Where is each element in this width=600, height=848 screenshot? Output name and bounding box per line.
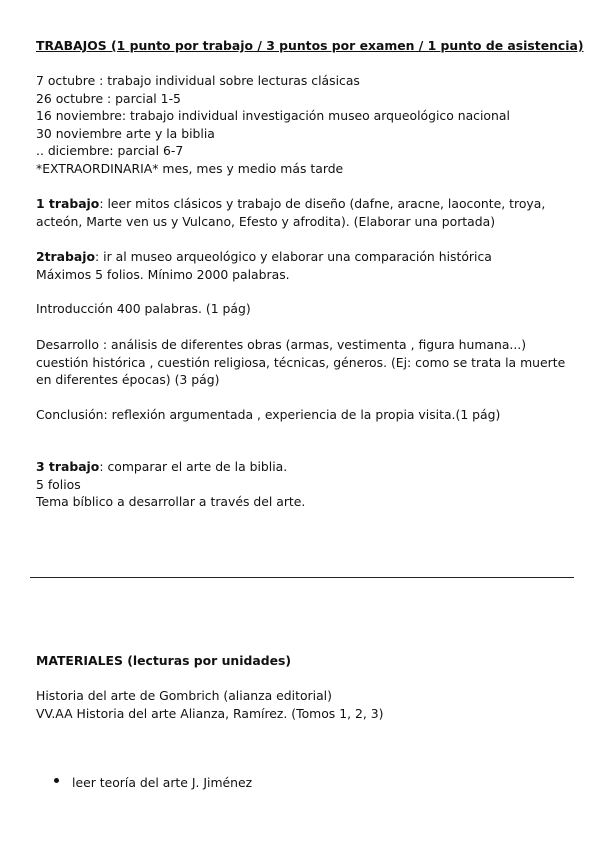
trabajo-3-folios: 5 folios: [36, 476, 81, 492]
trabajo-2-desarrollo: Desarrollo : análisis de diferentes obras (armas, vestimenta , figura humana...) cuestión histórica , cuestión religiosa, técnicas, géneros. (Ej: como se trata la muerte en diferentes épocas) (3 pág): [36, 337, 566, 388]
trabajo-3-tema: Tema bíblico a desarrollar a través del arte.: [36, 494, 306, 510]
trabajo-1-paragraph: [36, 195, 566, 230]
schedule-line: 16 noviembre: trabajo individual investigación museo arqueológico nacional: [36, 108, 510, 124]
trabajo-2-paragraph: [36, 248, 566, 283]
schedule-line: 7 octubre : trabajo individual sobre lecturas clásicas: [36, 73, 360, 88]
trabajo-2-intro: Introducción 400 palabras. (1 pág): [36, 301, 251, 316]
trabajo-1-label: 1 trabajo: [36, 196, 100, 211]
trabajo-1-text: : leer mitos clásicos y trabajo de diseño (dafne, aracne, laoconte, troya, acteón, Marte ven us y Vulcano, Efesto y afrodita). (Elaborar una portada): [36, 196, 546, 229]
trabajo-3-paragraph: [36, 458, 566, 511]
materiales-line: VV.AA Historia del arte Alianza, Ramírez. (Tomos 1, 2, 3): [36, 705, 384, 721]
materiales-list: [36, 687, 566, 722]
schedule-line: 30 noviembre arte y la biblia: [36, 125, 215, 141]
trabajo-2-conclusion: Conclusión: reflexión argumentada , experiencia de la propia visita.(1 pág): [36, 407, 501, 422]
schedule-list: [36, 72, 566, 178]
trabajo-2-limits: Máximos 5 folios. Mínimo 2000 palabras.: [36, 266, 290, 282]
trabajo-2-text: : ir al museo arqueológico y elaborar una comparación histórica: [95, 249, 492, 264]
trabajos-heading: TRABAJOS (1 punto por trabajo / 3 puntos por examen / 1 punto de asistencia): [36, 38, 584, 53]
materiales-line: Historia del arte de Gombrich (alianza editorial): [36, 688, 332, 703]
schedule-line: 26 octubre : parcial 1-5: [36, 90, 181, 106]
schedule-line: .. diciembre: parcial 6-7: [36, 143, 184, 159]
trabajo-3-label: 3 trabajo: [36, 459, 100, 474]
materiales-bullet-item: leer teoría del arte J. Jiménez: [72, 775, 253, 790]
schedule-line: *EXTRAORDINARIA* mes, mes y medio más tarde: [36, 160, 344, 176]
trabajo-2-label: 2trabajo: [36, 249, 96, 264]
section-divider: [30, 577, 574, 578]
materiales-heading: MATERIALES (lecturas por unidades): [36, 653, 292, 668]
trabajo-3-text: : comparar el arte de la biblia.: [99, 459, 288, 474]
bullet-dot-icon: [54, 778, 59, 783]
